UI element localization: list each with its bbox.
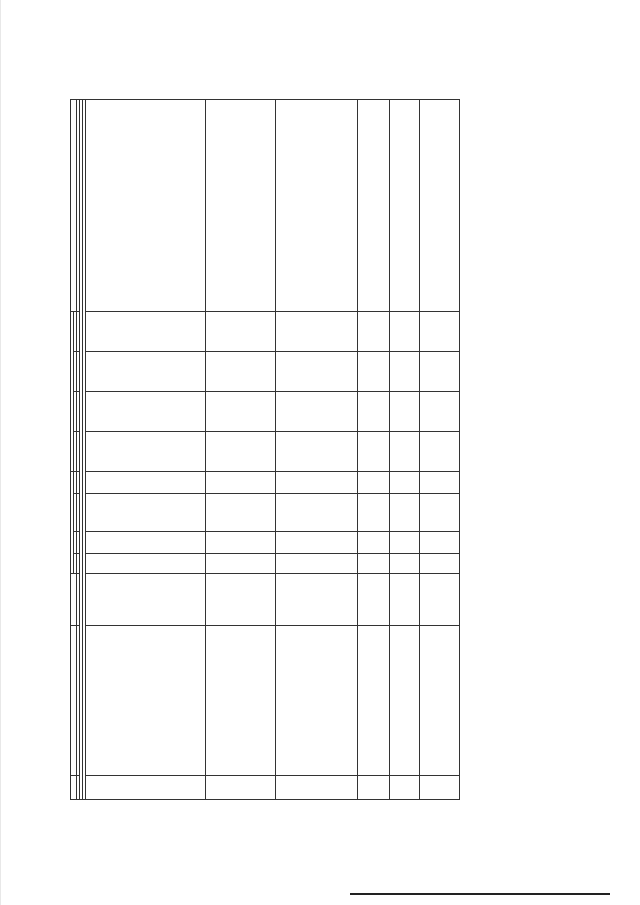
cell-grbs (420, 574, 460, 626)
table-row (390, 100, 420, 800)
cell-grbs-code (390, 554, 420, 574)
cell-csr (276, 494, 358, 532)
cell-y2021 (86, 352, 206, 392)
cell-y2021 (420, 352, 460, 392)
rotated-content (0, 100, 420, 800)
table-row (206, 100, 276, 800)
cell-num (86, 776, 206, 800)
cell-y2021 (206, 352, 276, 392)
cell-rzpr (276, 532, 358, 554)
cell-num (206, 776, 276, 800)
cell-grbs (86, 574, 206, 626)
cell-grbs (358, 574, 390, 626)
cell-y2019 (276, 432, 358, 472)
scan-artifact-line (350, 893, 610, 895)
table-row (86, 100, 206, 800)
cell-y2019 (206, 432, 276, 472)
cell-total (276, 312, 358, 352)
cell-name (86, 626, 206, 776)
cell-total (420, 312, 460, 352)
cell-csr (358, 494, 390, 532)
cell-result (420, 100, 460, 312)
cell-rzpr (358, 532, 390, 554)
cell-grbs-code (358, 554, 390, 574)
cell-grbs (206, 574, 276, 626)
cell-y2020 (206, 392, 276, 432)
cell-result (86, 100, 206, 312)
cell-name (390, 626, 420, 776)
cell-rzpr (86, 532, 206, 554)
cell-name (420, 626, 460, 776)
cell-y2019 (358, 432, 390, 472)
cell-csr (390, 494, 420, 532)
cell-y2021 (276, 352, 358, 392)
cell-vr (420, 472, 460, 494)
cell-num (276, 776, 358, 800)
cell-y2019 (86, 432, 206, 472)
table-row (276, 100, 358, 800)
cell-name (206, 626, 276, 776)
cell-csr (206, 494, 276, 532)
cell-total (206, 312, 276, 352)
cell-grbs-code (206, 554, 276, 574)
cell-rzpr (420, 532, 460, 554)
cell-grbs-code (86, 554, 206, 574)
cell-grbs-code (276, 554, 358, 574)
cell-num (390, 776, 420, 800)
cell-csr (86, 494, 206, 532)
measures-table (70, 99, 460, 800)
cell-y2020 (420, 392, 460, 432)
cell-y2021 (358, 352, 390, 392)
cell-result (358, 100, 390, 312)
cell-y2019 (390, 432, 420, 472)
cell-result (276, 100, 358, 312)
cell-vr (358, 472, 390, 494)
cell-y2020 (86, 392, 206, 432)
cell-grbs-code (420, 554, 460, 574)
cell-result (390, 100, 420, 312)
table-row (358, 100, 390, 800)
cell-vr (86, 472, 206, 494)
cell-vr (206, 472, 276, 494)
cell-num (358, 776, 390, 800)
cell-rzpr (390, 532, 420, 554)
cell-y2020 (358, 392, 390, 432)
cell-rzpr (206, 532, 276, 554)
cell-y2020 (276, 392, 358, 432)
cell-total (86, 312, 206, 352)
cell-name (358, 626, 390, 776)
cell-name (276, 626, 358, 776)
cell-num (420, 776, 460, 800)
cell-y2020 (390, 392, 420, 432)
cell-y2019 (420, 432, 460, 472)
cell-total (358, 312, 390, 352)
cell-total (390, 312, 420, 352)
cell-grbs (276, 574, 358, 626)
cell-vr (390, 472, 420, 494)
cell-csr (420, 494, 460, 532)
table-row (420, 100, 460, 800)
cell-y2021 (390, 352, 420, 392)
cell-result (206, 100, 276, 312)
cell-grbs (390, 574, 420, 626)
cell-vr (276, 472, 358, 494)
